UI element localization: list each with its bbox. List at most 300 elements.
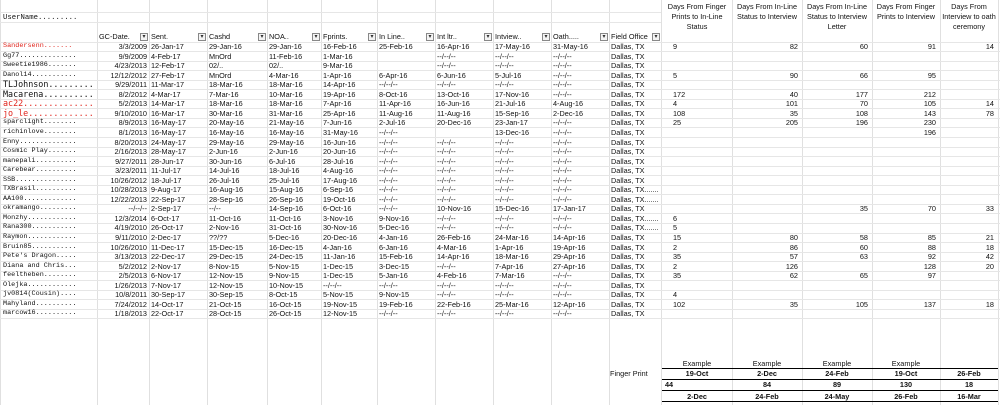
cell-cashd[interactable]: 21-Oct-15 — [209, 299, 242, 309]
cell-intltr[interactable]: 6-Jun-16 — [437, 70, 466, 80]
cell-sent[interactable]: 7-Nov-17 — [151, 280, 182, 290]
cell-intview[interactable]: --/--/-- — [495, 185, 514, 195]
row-username[interactable]: marcow16.......... — [3, 309, 77, 318]
row-username[interactable]: TXBrasil.......... — [3, 185, 77, 194]
cell-calc-2[interactable] — [732, 138, 798, 147]
cell-gc-date[interactable]: 8/9/2013 — [118, 118, 147, 128]
cell-intltr[interactable]: --/--/-- — [437, 156, 456, 166]
cell-noa[interactable]: 10-Nov-15 — [269, 280, 304, 290]
cell-intltr[interactable]: --/--/-- — [437, 61, 456, 71]
cell-calc-3[interactable]: 177 — [855, 89, 868, 99]
cell-calc-5[interactable] — [940, 157, 994, 166]
cell-intltr[interactable]: 20-Dec-16 — [437, 118, 472, 128]
cell-oath[interactable]: --/--/-- — [553, 175, 572, 185]
cell-sent[interactable]: 14-Mar-17 — [151, 99, 185, 109]
cell-calc-3[interactable]: 60 — [859, 42, 868, 51]
row-username[interactable]: Sandersenn....... — [3, 42, 73, 50]
cell-inline[interactable]: --/--/-- — [379, 175, 398, 185]
cell-calc-2[interactable] — [732, 214, 798, 223]
row-username[interactable]: Rana300........... — [3, 223, 77, 232]
cell-calc-1[interactable] — [662, 204, 739, 213]
cell-fp[interactable]: 5-Nov-15 — [323, 290, 354, 300]
cell-intview[interactable]: --/--/-- — [495, 147, 514, 157]
cell-gc-date[interactable]: 8/20/2013 — [114, 137, 147, 147]
cell-fp[interactable]: 11-Jan-16 — [323, 252, 356, 262]
cell-intltr[interactable]: 4-Mar-16 — [437, 242, 467, 252]
cell-fp[interactable]: 16-Jun-16 — [323, 137, 356, 147]
header-calc-2[interactable]: Days From In-Line Status to Interview — [736, 2, 798, 21]
cell-fp[interactable]: 6-Sep-16 — [323, 185, 354, 195]
cell-intview[interactable]: 17-Nov-16 — [495, 89, 530, 99]
cell-cashd[interactable]: 18-Mar-16 — [209, 99, 243, 109]
cell-noa[interactable]: 21-May-16 — [269, 118, 304, 128]
cell-oath[interactable]: 14-Apr-16 — [553, 233, 586, 242]
cell-cashd[interactable]: 02/.. — [209, 61, 224, 71]
cell-inline[interactable]: --/--/-- — [379, 194, 398, 204]
cell-fp[interactable]: 28-Jul-16 — [323, 156, 354, 166]
cell-inline[interactable]: --/--/-- — [379, 80, 398, 90]
cell-noa[interactable]: 26-Oct-15 — [269, 309, 302, 319]
cell-calc-2[interactable]: 40 — [789, 89, 798, 99]
cell-calc-2[interactable] — [732, 147, 798, 156]
cell-calc-1[interactable] — [662, 185, 739, 194]
cell-cashd[interactable]: 12-Nov-15 — [209, 280, 244, 290]
cell-field[interactable]: Dallas, TX — [611, 108, 645, 118]
cell-inline[interactable]: --/--/-- — [379, 185, 398, 195]
cell-intltr[interactable]: --/--/-- — [437, 80, 456, 90]
cell-calc-2[interactable]: 86 — [789, 242, 798, 252]
cell-fp[interactable]: 6-Oct-16 — [323, 204, 352, 214]
cell-intview[interactable]: --/--/-- — [495, 309, 514, 319]
header-username[interactable]: UserName......... — [3, 14, 78, 22]
cell-calc-4[interactable]: 70 — [927, 204, 936, 214]
cell-calc-4[interactable] — [872, 147, 936, 156]
cell-cashd[interactable]: ??/?? — [209, 233, 228, 242]
cell-calc-3[interactable] — [802, 214, 868, 223]
cell-fp[interactable]: 16-Feb-16 — [323, 42, 357, 51]
cell-fp[interactable]: 3-Nov-16 — [323, 213, 354, 223]
cell-calc-5[interactable]: 14 — [985, 99, 994, 109]
cell-inline[interactable]: --/--/-- — [379, 147, 398, 157]
cell-calc-3[interactable] — [802, 157, 868, 166]
filter-dropdown-icon[interactable]: ▾ — [368, 33, 376, 41]
row-username[interactable]: ac22.............. — [3, 99, 94, 109]
cell-inline[interactable]: --/--/-- — [379, 166, 398, 176]
cell-cashd[interactable]: 2-Nov-16 — [209, 223, 240, 233]
cell-intview[interactable]: 1-Apr-16 — [495, 242, 524, 252]
cell-oath[interactable]: 19-Apr-16 — [553, 242, 586, 252]
cell-calc-2[interactable] — [732, 309, 798, 318]
cell-intltr[interactable]: 16-Apr-16 — [437, 42, 470, 51]
row-username[interactable]: jv0814(Cousin).... — [3, 290, 77, 299]
cell-sent[interactable]: 24-May-17 — [151, 137, 186, 147]
cell-field[interactable]: Dallas, TX....... — [611, 213, 659, 223]
cell-sent[interactable]: 4-Feb-17 — [151, 51, 181, 61]
cell-calc-1[interactable] — [662, 147, 739, 156]
cell-oath[interactable]: --/--/-- — [553, 290, 572, 300]
cell-calc-2[interactable] — [732, 281, 798, 290]
cell-oath[interactable]: --/--/-- — [553, 70, 572, 80]
cell-sent[interactable]: 26-Oct-17 — [151, 223, 184, 233]
cell-calc-2[interactable]: 82 — [789, 42, 798, 51]
cell-calc-3[interactable]: 105 — [855, 299, 868, 309]
cell-calc-1[interactable] — [662, 281, 739, 290]
cell-sent[interactable]: 26-Jan-17 — [151, 42, 184, 51]
cell-calc-2[interactable]: 35 — [789, 108, 798, 118]
cell-field[interactable]: Dallas, TX....... — [611, 223, 659, 233]
cell-gc-date[interactable]: 9/9/2009 — [118, 51, 147, 61]
cell-intview[interactable]: 25-Mar-16 — [495, 299, 529, 309]
cell-gc-date[interactable]: 12/22/2013 — [110, 194, 147, 204]
cell-sent[interactable]: 2-Nov-17 — [151, 261, 182, 271]
cell-oath[interactable]: --/--/-- — [553, 89, 572, 99]
row-username[interactable]: Bruin85........... — [3, 242, 77, 251]
cell-calc-2[interactable] — [732, 61, 798, 70]
cell-fp[interactable]: --/--/-- — [323, 280, 342, 290]
cell-calc-5[interactable] — [940, 52, 994, 61]
cell-calc-3[interactable]: 63 — [859, 252, 868, 262]
cell-cashd[interactable]: 29-Dec-15 — [209, 252, 244, 262]
header-cashd[interactable]: Cashd — [209, 32, 231, 41]
cell-field[interactable]: Dallas, TX — [611, 51, 645, 61]
cell-calc-4[interactable] — [872, 185, 936, 194]
cell-inline[interactable]: 6-Apr-16 — [379, 70, 408, 80]
cell-noa[interactable]: 15-Aug-16 — [269, 185, 304, 195]
cell-calc-5[interactable] — [940, 71, 994, 80]
cell-fp[interactable]: 31-May-16 — [323, 127, 358, 137]
cell-calc-5[interactable] — [940, 214, 994, 223]
cell-field[interactable]: Dallas, TX — [611, 127, 645, 137]
cell-cashd[interactable]: 29-May-16 — [209, 137, 244, 147]
cell-noa[interactable]: 25-Jul-16 — [269, 175, 300, 185]
cell-calc-3[interactable] — [802, 80, 868, 89]
cell-sent[interactable]: 11-Jul-17 — [151, 166, 181, 176]
cell-calc-5[interactable]: 33 — [985, 204, 994, 214]
cell-noa[interactable]: 11-Feb-16 — [269, 51, 303, 61]
cell-cashd[interactable]: 7-Mar-16 — [209, 89, 239, 99]
cell-fp[interactable]: 1-Mar-16 — [323, 51, 353, 61]
cell-noa[interactable]: 4-Mar-16 — [269, 70, 299, 80]
cell-inline[interactable]: 9-Nov-16 — [379, 213, 410, 223]
cell-intview[interactable]: 15-Dec-16 — [495, 204, 530, 214]
filter-dropdown-icon[interactable]: ▾ — [426, 33, 434, 41]
cell-cashd[interactable]: 12-Nov-15 — [209, 271, 244, 281]
cell-noa[interactable]: 16-Oct-15 — [269, 299, 302, 309]
cell-calc-4[interactable] — [872, 223, 936, 232]
cell-oath[interactable]: --/--/-- — [553, 309, 572, 319]
cell-intltr[interactable]: --/--/-- — [437, 261, 456, 271]
cell-oath[interactable]: --/--/-- — [553, 166, 572, 176]
filter-dropdown-icon[interactable]: ▾ — [652, 33, 660, 41]
cell-calc-4[interactable]: 212 — [923, 89, 936, 99]
cell-inline[interactable]: 5-Jan-16 — [379, 271, 408, 281]
cell-cashd[interactable]: 28-Oct-15 — [209, 309, 242, 319]
cell-calc-2[interactable] — [732, 195, 798, 204]
cell-inline[interactable]: --/--/-- — [379, 280, 398, 290]
cell-fp[interactable]: 19-Apr-16 — [323, 89, 356, 99]
cell-calc-4[interactable]: 230 — [923, 118, 936, 128]
row-username[interactable]: Carebear.......... — [3, 166, 77, 175]
cell-calc-5[interactable] — [940, 185, 994, 194]
cell-intltr[interactable]: 11-Aug-16 — [437, 108, 471, 118]
cell-fp[interactable]: 7-Jun-16 — [323, 118, 352, 128]
header-inline[interactable]: In Line.. — [379, 32, 405, 41]
cell-field[interactable]: Dallas, TX — [611, 233, 645, 242]
cell-sent[interactable]: 22-Oct-17 — [151, 309, 184, 319]
row-username[interactable]: Olejka............ — [3, 280, 77, 289]
cell-intltr[interactable]: --/--/-- — [437, 51, 456, 61]
cell-calc-2[interactable] — [732, 185, 798, 194]
cell-sent[interactable]: 28-May-17 — [151, 147, 186, 157]
header-intltr[interactable]: Int ltr.. — [437, 32, 457, 41]
cell-sent[interactable]: 27-Feb-17 — [151, 70, 185, 80]
cell-inline[interactable]: --/--/-- — [379, 127, 398, 137]
cell-field[interactable]: Dallas, TX — [611, 299, 645, 309]
cell-field[interactable]: Dallas, TX — [611, 89, 645, 99]
cell-calc-5[interactable] — [940, 223, 994, 232]
cell-intltr[interactable]: --/--/-- — [437, 147, 456, 157]
cell-calc-5[interactable]: 18 — [985, 242, 994, 252]
row-username[interactable]: Danol14........... — [3, 70, 77, 79]
cell-calc-1[interactable] — [662, 61, 739, 70]
cell-intltr[interactable]: 13-Oct-16 — [437, 89, 470, 99]
cell-intview[interactable]: 15-Sep-16 — [495, 108, 530, 118]
cell-calc-4[interactable] — [872, 309, 936, 318]
cell-calc-4[interactable] — [872, 138, 936, 147]
cell-calc-2[interactable]: 205 — [785, 118, 798, 128]
cell-calc-5[interactable] — [940, 128, 994, 137]
cell-fp[interactable]: 4-Aug-16 — [323, 166, 354, 176]
cell-intltr[interactable]: 4-Feb-16 — [437, 271, 467, 281]
cell-sent[interactable]: 11-Mar-17 — [151, 80, 185, 90]
cell-calc-2[interactable]: 62 — [789, 271, 798, 281]
cell-cashd[interactable]: 30-Mar-16 — [209, 108, 243, 118]
cell-calc-4[interactable]: 196 — [923, 127, 936, 137]
cell-oath[interactable]: --/--/-- — [553, 271, 572, 281]
cell-calc-2[interactable]: 57 — [789, 252, 798, 262]
cell-intltr[interactable]: 22-Feb-16 — [437, 299, 471, 309]
cell-calc-4[interactable] — [872, 176, 936, 185]
cell-cashd[interactable]: 11-Oct-16 — [209, 213, 241, 223]
cell-intltr[interactable]: --/--/-- — [437, 213, 456, 223]
cell-calc-1[interactable] — [662, 176, 739, 185]
cell-calc-2[interactable] — [732, 204, 798, 213]
cell-intview[interactable]: --/--/-- — [495, 156, 514, 166]
cell-inline[interactable]: 9-Nov-15 — [379, 290, 410, 300]
cell-inline[interactable]: 11-Apr-16 — [379, 99, 411, 109]
cell-oath[interactable]: --/--/-- — [553, 280, 572, 290]
cell-sent[interactable]: 2-Sep-17 — [151, 204, 182, 214]
cell-calc-1[interactable] — [662, 128, 739, 137]
header-noa[interactable]: NOA.. — [269, 32, 289, 41]
row-username[interactable]: Cosmic Play....... — [3, 147, 77, 156]
cell-calc-1[interactable]: 4 — [673, 290, 678, 300]
cell-gc-date[interactable]: 3/3/2009 — [118, 42, 147, 51]
cell-noa[interactable]: 5-Nov-15 — [269, 261, 300, 271]
cell-calc-5[interactable] — [940, 147, 994, 156]
cell-sent[interactable]: 6-Oct-17 — [151, 213, 180, 223]
cell-calc-2[interactable]: 35 — [789, 299, 798, 309]
cell-calc-2[interactable]: 80 — [789, 233, 798, 242]
cell-noa[interactable]: 31-Mar-16 — [269, 108, 303, 118]
cell-calc-3[interactable]: 65 — [859, 271, 868, 281]
cell-gc-date[interactable]: 10/26/2012 — [110, 175, 147, 185]
cell-intview[interactable]: 5-Jul-16 — [495, 70, 522, 80]
cell-calc-2[interactable] — [732, 80, 798, 89]
cell-calc-2[interactable] — [732, 157, 798, 166]
cell-calc-4[interactable] — [872, 290, 936, 299]
cell-intltr[interactable]: 14-Apr-16 — [437, 252, 470, 262]
cell-cashd[interactable]: 20-May-16 — [209, 118, 244, 128]
cell-oath[interactable]: 17-Jan-17 — [553, 204, 586, 214]
cell-cashd[interactable]: 29-Jan-16 — [209, 42, 242, 51]
cell-fp[interactable]: 19-Oct-16 — [323, 194, 356, 204]
cell-oath[interactable]: --/--/-- — [553, 194, 572, 204]
cell-calc-3[interactable] — [802, 185, 868, 194]
cell-inline[interactable]: --/--/-- — [379, 137, 398, 147]
cell-calc-1[interactable]: 5 — [673, 223, 678, 233]
row-username[interactable]: Gg77.............. — [3, 51, 77, 60]
cell-noa[interactable]: 9-Nov-15 — [269, 271, 300, 281]
cell-calc-1[interactable]: 2 — [673, 242, 678, 252]
cell-fp[interactable]: 17-Aug-16 — [323, 175, 358, 185]
cell-oath[interactable]: --/--/-- — [553, 80, 572, 90]
cell-field[interactable]: Dallas, TX....... — [611, 185, 659, 195]
cell-calc-5[interactable] — [940, 176, 994, 185]
cell-gc-date[interactable]: 9/11/2010 — [115, 233, 147, 242]
cell-gc-date[interactable]: 9/10/2010 — [114, 108, 147, 118]
cell-calc-4[interactable]: 97 — [927, 271, 936, 281]
cell-gc-date[interactable]: 3/23/2011 — [115, 166, 147, 176]
row-username[interactable]: Monzhy............ — [3, 213, 77, 222]
cell-oath[interactable]: --/--/-- — [553, 137, 572, 147]
cell-calc-4[interactable]: 105 — [923, 99, 936, 109]
cell-calc-1[interactable]: 15 — [673, 233, 682, 242]
cell-field[interactable]: Dallas, TX — [611, 80, 645, 90]
cell-calc-5[interactable]: 78 — [985, 108, 994, 118]
cell-fp[interactable]: 4-Jan-16 — [323, 242, 352, 252]
cell-calc-2[interactable] — [732, 166, 798, 175]
cell-fp[interactable]: 7-Apr-16 — [323, 99, 352, 109]
cell-calc-5[interactable] — [940, 166, 994, 175]
cell-calc-1[interactable] — [662, 195, 739, 204]
cell-calc-4[interactable]: 85 — [927, 233, 936, 242]
cell-oath[interactable]: 31-May-16 — [553, 42, 588, 51]
cell-calc-2[interactable] — [732, 52, 798, 61]
cell-calc-1[interactable]: 5 — [673, 70, 678, 80]
cell-calc-3[interactable] — [802, 128, 868, 137]
cell-sent[interactable]: 6-Nov-17 — [151, 271, 182, 281]
cell-fp[interactable]: 9-Mar-16 — [323, 61, 353, 71]
cell-intltr[interactable]: --/--/-- — [437, 166, 456, 176]
cell-inline[interactable]: 6-Jan-16 — [379, 242, 408, 252]
cell-field[interactable]: Dallas, TX — [611, 271, 645, 281]
cell-intltr[interactable]: --/--/-- — [437, 309, 456, 319]
cell-cashd[interactable]: 2-Jun-16 — [209, 147, 238, 157]
cell-calc-5[interactable] — [940, 61, 994, 70]
cell-intltr[interactable]: --/--/-- — [437, 280, 456, 290]
cell-oath[interactable]: 12-Apr-16 — [553, 299, 586, 309]
cell-intltr[interactable]: 16-Jun-16 — [437, 99, 470, 109]
cell-fp[interactable]: 14-Apr-16 — [323, 80, 356, 90]
cell-sent[interactable]: 16-May-17 — [151, 118, 186, 128]
cell-oath[interactable]: 2-Dec-16 — [553, 108, 584, 118]
cell-inline[interactable] — [379, 61, 434, 70]
cell-intltr[interactable]: --/--/-- — [437, 185, 456, 195]
cell-intview[interactable]: --/--/-- — [495, 61, 514, 71]
cell-calc-1[interactable] — [662, 80, 739, 89]
header-calc-5[interactable]: Days From Interview to oath ceremony — [942, 2, 996, 31]
cell-calc-5[interactable] — [940, 138, 994, 147]
cell-field[interactable]: Dallas, TX — [611, 137, 645, 147]
cell-intltr[interactable]: --/--/-- — [437, 290, 456, 300]
cell-calc-1[interactable] — [662, 52, 739, 61]
cell-calc-4[interactable]: 92 — [927, 252, 936, 262]
cell-intview[interactable]: 7-Apr-16 — [495, 261, 524, 271]
cell-cashd[interactable]: 26-Jul-16 — [209, 175, 240, 185]
cell-calc-4[interactable] — [872, 80, 936, 89]
cell-calc-5[interactable] — [940, 309, 994, 318]
cell-intview[interactable]: 24-Mar-16 — [495, 233, 529, 242]
row-username[interactable]: Sweetie1986....... — [3, 61, 77, 70]
cell-intltr[interactable]: 10-Nov-16 — [437, 204, 472, 214]
cell-noa[interactable]: 18-Jul-16 — [269, 166, 300, 176]
cell-calc-2[interactable] — [732, 290, 798, 299]
cell-noa[interactable]: 6-Jul-16 — [269, 156, 296, 166]
row-username[interactable]: manepali.......... — [3, 156, 77, 165]
cell-calc-4[interactable] — [872, 281, 936, 290]
cell-cashd[interactable]: MnOrd — [209, 51, 232, 61]
cell-calc-3[interactable] — [802, 195, 868, 204]
row-username[interactable]: okramango......... — [3, 204, 77, 213]
row-username[interactable]: feeltheben........ — [3, 271, 77, 280]
cell-noa[interactable]: 29-Jan-16 — [269, 42, 302, 51]
cell-intview[interactable]: --/--/-- — [495, 80, 514, 90]
cell-calc-1[interactable]: 35 — [673, 252, 682, 262]
cell-calc-5[interactable]: 20 — [985, 261, 994, 271]
cell-calc-4[interactable] — [872, 157, 936, 166]
cell-noa[interactable]: 24-Dec-15 — [269, 252, 304, 262]
cell-calc-2[interactable] — [732, 128, 798, 137]
cell-inline[interactable]: 15-Feb-16 — [379, 252, 413, 262]
cell-calc-4[interactable]: 95 — [927, 70, 936, 80]
cell-gc-date[interactable]: 12/12/2012 — [110, 70, 147, 80]
cell-intview[interactable]: --/--/-- — [495, 213, 514, 223]
cell-intview[interactable]: --/--/-- — [495, 280, 514, 290]
cell-oath[interactable]: 29-Apr-16 — [553, 252, 586, 262]
cell-calc-2[interactable]: 90 — [789, 70, 798, 80]
header-intview[interactable]: Intview.. — [495, 32, 522, 41]
cell-noa[interactable]: 29-May-16 — [269, 137, 304, 147]
cell-calc-3[interactable] — [802, 223, 868, 232]
cell-noa[interactable]: 18-Mar-16 — [269, 99, 303, 109]
cell-oath[interactable]: --/--/-- — [553, 185, 572, 195]
cell-calc-2[interactable] — [732, 223, 798, 232]
cell-calc-3[interactable] — [802, 290, 868, 299]
header-calc-1[interactable]: Days From Finger Prints to In-Line Status — [667, 2, 727, 31]
header-oath[interactable]: Oath..... — [553, 32, 579, 41]
cell-inline[interactable]: 25-Feb-16 — [379, 42, 413, 51]
cell-gc-date[interactable]: 5/2/2013 — [118, 99, 147, 109]
row-username[interactable]: Enny.............. — [3, 137, 77, 146]
cell-sent[interactable]: 22-Dec-17 — [151, 252, 186, 262]
row-username[interactable]: sparclight........ — [3, 118, 77, 127]
cell-fp[interactable]: 25-Apr-16 — [323, 108, 356, 118]
cell-calc-3[interactable]: 58 — [859, 233, 868, 242]
cell-intview[interactable]: 18-Mar-16 — [495, 252, 529, 262]
cell-intview[interactable]: --/--/-- — [495, 166, 514, 176]
row-username[interactable]: richinlove........ — [3, 127, 77, 136]
